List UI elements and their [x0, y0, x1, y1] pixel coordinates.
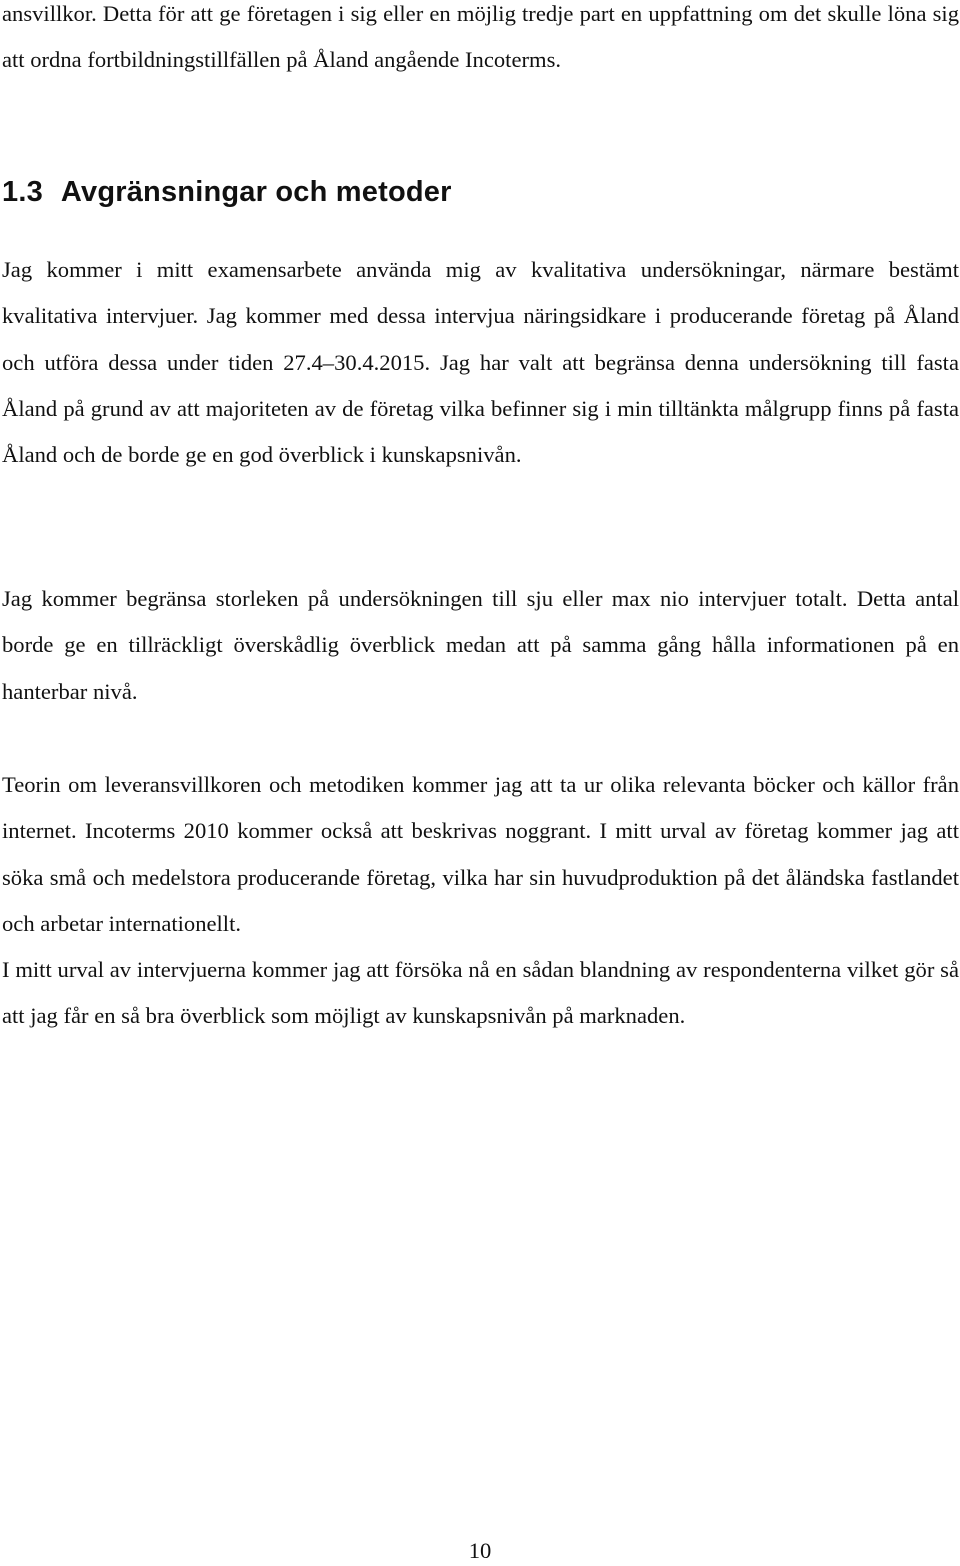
intro-paragraph-continuation: ansvillkor. Detta för att ge företagen i sig eller en möjlig tredje part en uppfattning om det skulle löna sig att ordna fortbildningstillfällen på Åland angående Incoterms. [2, 1, 959, 73]
paragraph-scope: Jag kommer begränsa storleken på undersökningen till sju eller max nio intervjuer totalt. Detta antal borde ge en tillräckligt överskådlig överblick medan att på samma gång hålla informationen på en hanterbar nivå. [2, 586, 959, 704]
paragraph-methods: Jag kommer i mitt examensarbete använda mig av kvalitativa undersökningar, närmare bestämt kvalitativa intervjuer. Jag kommer med dessa intervjua näringsidkare i producerande företag på Åland och utföra dessa under tiden 27.4–30.4.2015. Jag har valt att begränsa denna undersökning till fasta Åland på grund av att majoriteten av de företag vilka befinner sig i min tilltänkta målgrupp finns på fasta Åland och de borde ge en god överblick i kunskapsnivån. [2, 257, 959, 468]
page-number: 10 [468, 1538, 492, 1563]
section-heading [2, 170, 452, 214]
section-number: 1.3 [2, 176, 43, 208]
paragraph-theory: Teorin om leveransvillkoren och metodiken kommer jag att ta ur olika relevanta böcker och källor från internet. Incoterms 2010 kommer också att beskrivas noggrant. I mitt urval av företag kommer jag att söka små och medelstora producerande företag, vilka har sin huvudproduktion på det åländska fastlandet och arbetar internationellt. [2, 772, 959, 936]
paragraph-sample: I mitt urval av intervjuerna kommer jag att försöka nå en sådan blandning av respondenterna vilket gör så att jag får en så bra överblick som möjligt av kunskapsnivån på marknaden. [2, 957, 959, 1029]
section-title: Avgränsningar och metoder [60, 176, 452, 208]
